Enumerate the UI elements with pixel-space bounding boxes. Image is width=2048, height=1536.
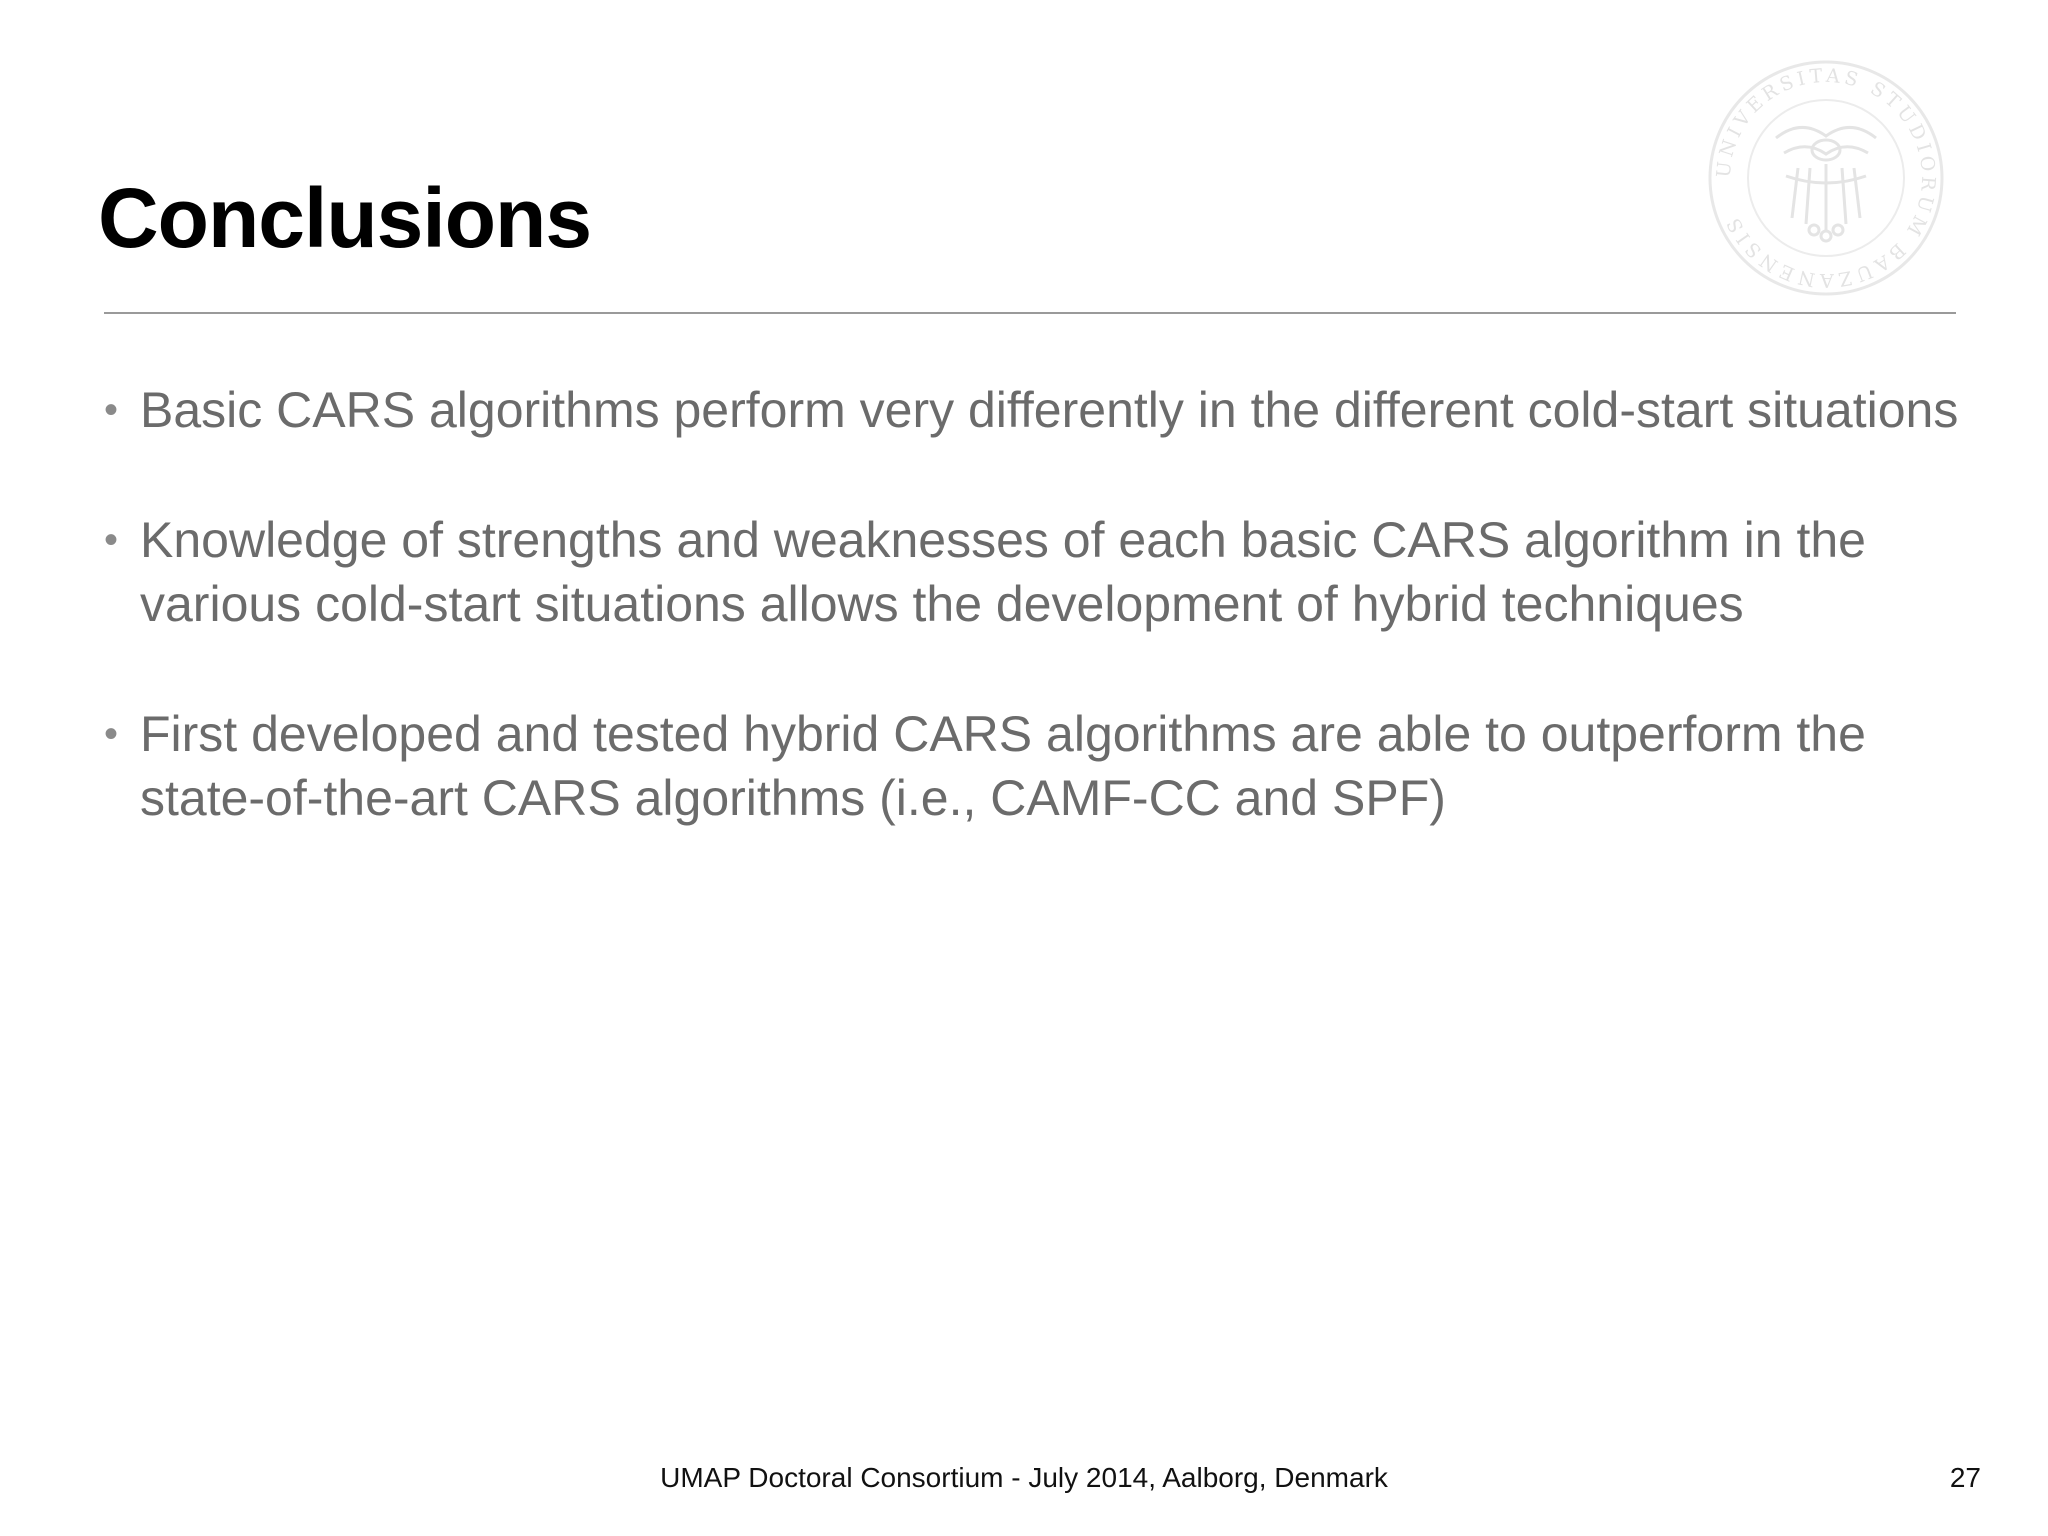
bullet-marker: • [104, 712, 119, 756]
bullet-marker: • [104, 518, 119, 562]
bullet-item [104, 702, 1984, 830]
university-seal-icon [1706, 58, 1946, 298]
title-divider [104, 312, 1956, 314]
bullet-text: First developed and tested hybrid CARS algorithms are able to outperform the state-of-the-art CARS algorithms (i.e., CAMF-CC and SPF) [140, 706, 1866, 826]
footer-text: UMAP Doctoral Consortium - July 2014, Aalborg, Denmark [660, 1462, 1388, 1493]
bullet-text: Basic CARS algorithms perform very differently in the different cold-start situations [140, 382, 1959, 438]
bullet-marker: • [104, 388, 119, 432]
bullet-list [104, 378, 1984, 896]
bullet-item [104, 378, 1984, 442]
bullet-item [104, 508, 1984, 636]
seal-text: UNIVERSITAS STUDIORUM BAUZANENSIS [1712, 64, 1940, 292]
bullet-text: Knowledge of strengths and weaknesses of each basic CARS algorithm in the various cold-start situations allows the development of hybrid techniques [140, 512, 1866, 632]
slide-title: Conclusions [98, 171, 592, 265]
page-number: 27 [1949, 1462, 1981, 1493]
